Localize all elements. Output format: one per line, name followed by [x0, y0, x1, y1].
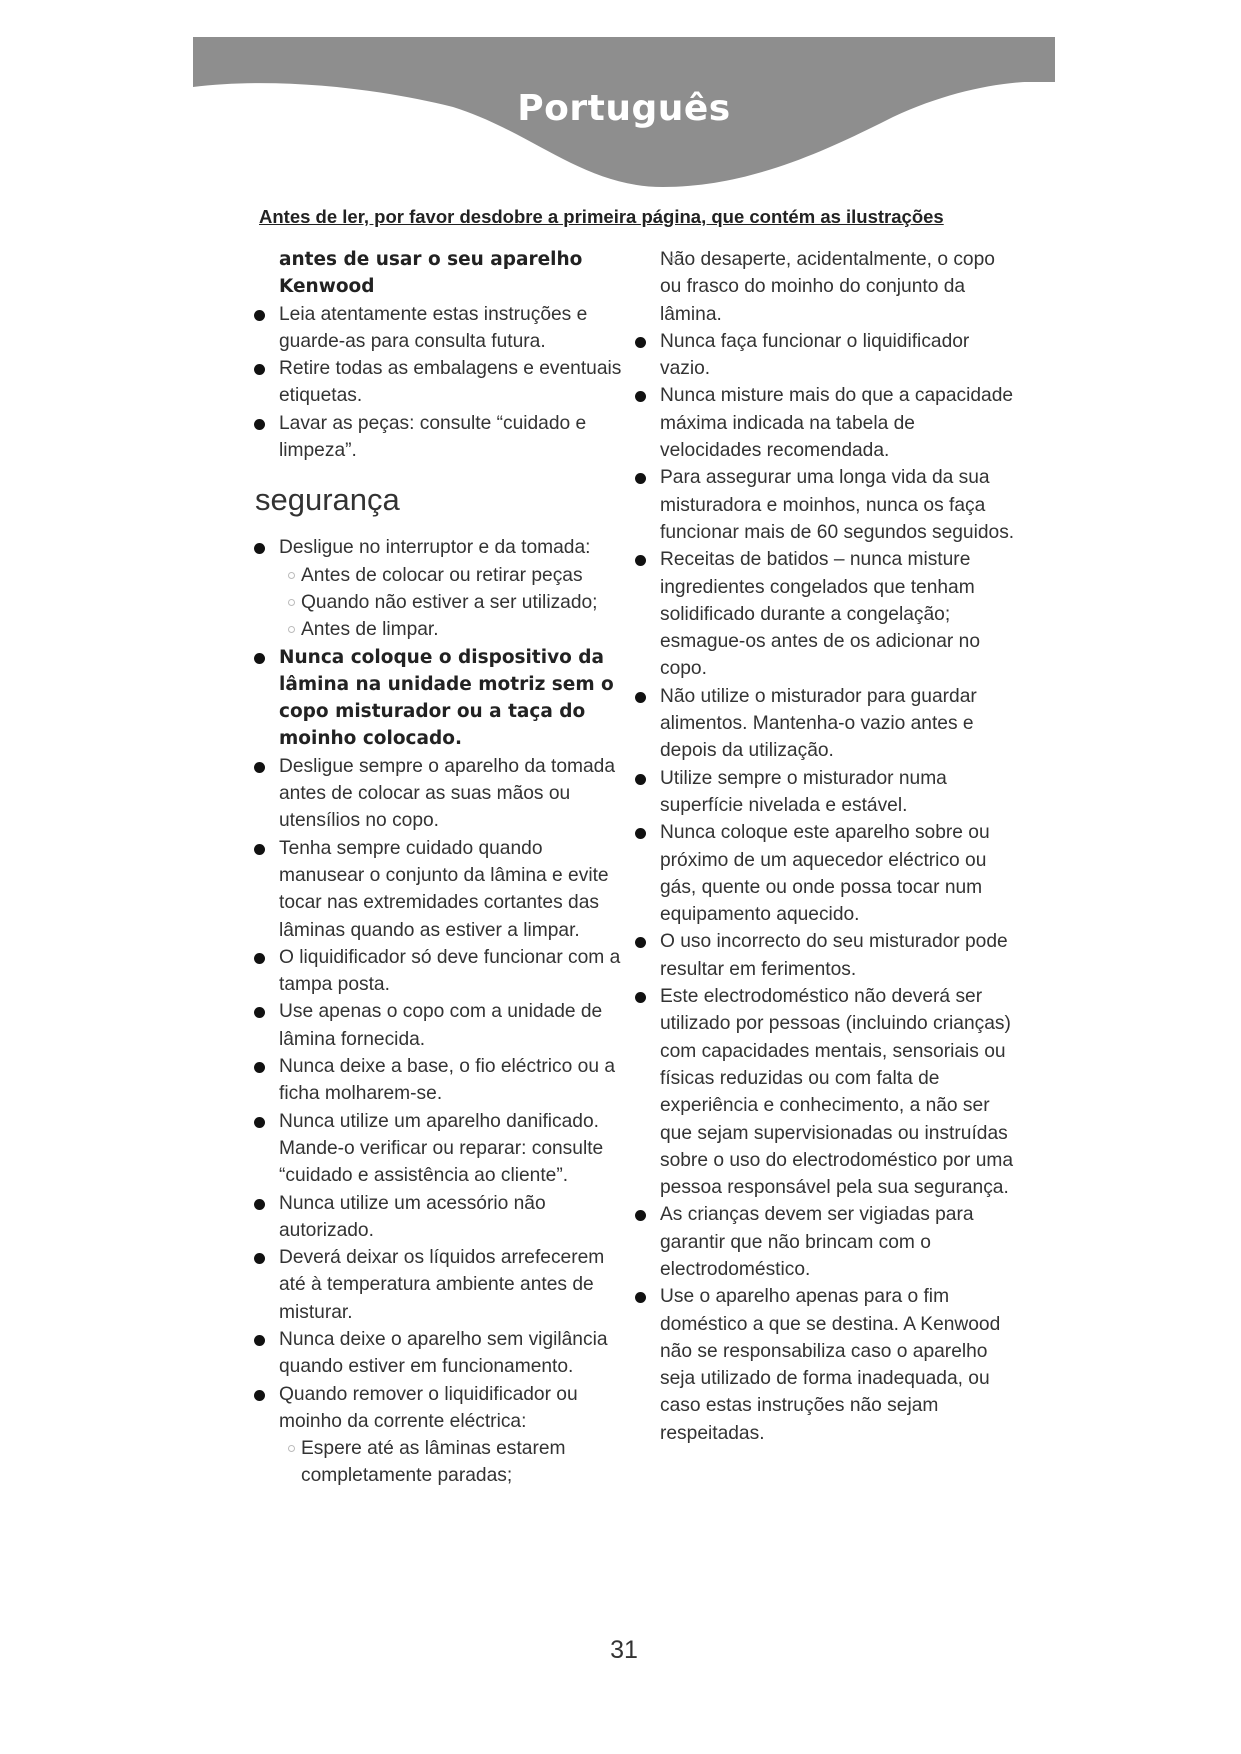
safety-list-continued: [636, 246, 1016, 1447]
list-item: Tenha sempre cuidado quando manusear o conjunto da lâmina e evite tocar nas extremidades cortantes das lâminas quando as estiver a limpar.: [255, 835, 625, 944]
bold-warning-item: Nunca coloque o dispositivo da lâmina na unidade motriz sem o copo misturador ou a taça do moinho colocado.: [255, 644, 625, 753]
left-column: [255, 246, 625, 1490]
list-item: Use apenas o copo com a unidade de lâmina fornecida.: [255, 998, 625, 1053]
list-item: Este electrodoméstico não deverá ser utilizado por pessoas (incluindo crianças) com capacidades mentais, sensoriais ou físicas reduzidas ou com falta de experiência e conhecimento, a não ser que sejam supervisionadas ou instruídas sobre o uso do electrodoméstico por uma pessoa responsável pela sua segurança.: [636, 983, 1016, 1201]
list-item: Nunca faça funcionar o liquidificador vazio.: [636, 328, 1016, 383]
safety-list: [255, 534, 625, 1489]
page-title: Português: [517, 88, 731, 129]
list-item: Desligue sempre o aparelho da tomada antes de colocar as suas mãos ou utensílios no copo.: [255, 753, 625, 835]
right-column: [636, 246, 1016, 1447]
sub-list-item: Espere até as lâminas estarem completamente paradas;: [255, 1435, 625, 1490]
list-item: Retire todas as embalagens e eventuais etiquetas.: [255, 355, 625, 410]
list-item: Nunca misture mais do que a capacidade máxima indicada na tabela de velocidades recomendada.: [636, 382, 1016, 464]
list-item: Leia atentamente estas instruções e guarde-as para consulta futura.: [255, 301, 625, 356]
list-item: O liquidificador só deve funcionar com a tampa posta.: [255, 944, 625, 999]
page-number: 31: [610, 1636, 638, 1664]
list-item: Para assegurar uma longa vida da sua misturadora e moinhos, nunca os faça funcionar mais de 60 segundos seguidos.: [636, 464, 1016, 546]
sub-list-item: Antes de limpar.: [255, 616, 625, 643]
safety-heading: segurança: [255, 482, 400, 518]
list-item: Nunca utilize um aparelho danificado. Mande-o verificar ou reparar: consulte “cuidado e assistência ao cliente”.: [255, 1108, 625, 1190]
list-item: Nunca deixe o aparelho sem vigilância quando estiver em funcionamento.: [255, 1326, 625, 1381]
list-item: Nunca deixe a base, o fio eléctrico ou a ficha molharem-se.: [255, 1053, 625, 1108]
list-item: Quando remover o liquidificador ou moinho da corrente eléctrica:: [255, 1381, 625, 1436]
sub-list-item: Quando não estiver a ser utilizado;: [255, 589, 625, 616]
list-item: As crianças devem ser vigiadas para garantir que não brincam com o electrodoméstico.: [636, 1201, 1016, 1283]
list-item: Use o aparelho apenas para o fim doméstico a que se destina. A Kenwood não se responsabiliza caso o aparelho seja utilizado de forma inadequada, ou caso estas instruções não sejam respeitadas.: [636, 1283, 1016, 1447]
sub-list-item: Não desaperte, acidentalmente, o copo ou frasco do moinho do conjunto da lâmina.: [636, 246, 1016, 328]
before-use-list: [255, 301, 625, 465]
list-item: O uso incorrecto do seu misturador pode resultar em ferimentos.: [636, 928, 1016, 983]
list-item: Lavar as peças: consulte “cuidado e limpeza”.: [255, 410, 625, 465]
list-item: Utilize sempre o misturador numa superfície nivelada e estável.: [636, 765, 1016, 820]
list-item: Não utilize o misturador para guardar alimentos. Mantenha-o vazio antes e depois da utilização.: [636, 683, 1016, 765]
before-use-heading: antes de usar o seu aparelho Kenwood: [279, 249, 583, 298]
list-item: Desligue no interruptor e da tomada:: [255, 534, 625, 561]
sub-list-item: Antes de colocar ou retirar peças: [255, 562, 625, 589]
intro-note: Antes de ler, por favor desdobre a primeira página, que contém as ilustrações: [259, 206, 944, 227]
list-item: Nunca coloque este aparelho sobre ou próximo de um aquecedor eléctrico ou gás, quente ou onde possa tocar num equipamento aquecido.: [636, 819, 1016, 928]
list-item: Nunca utilize um acessório não autorizado.: [255, 1190, 625, 1245]
header-bar: [193, 37, 1055, 82]
list-item: Receitas de batidos – nunca misture ingredientes congelados que tenham solidificado durante a congelação; esmague-os antes de os adicionar no copo.: [636, 546, 1016, 682]
list-item: Deverá deixar os líquidos arrefecerem até à temperatura ambiente antes de misturar.: [255, 1244, 625, 1326]
